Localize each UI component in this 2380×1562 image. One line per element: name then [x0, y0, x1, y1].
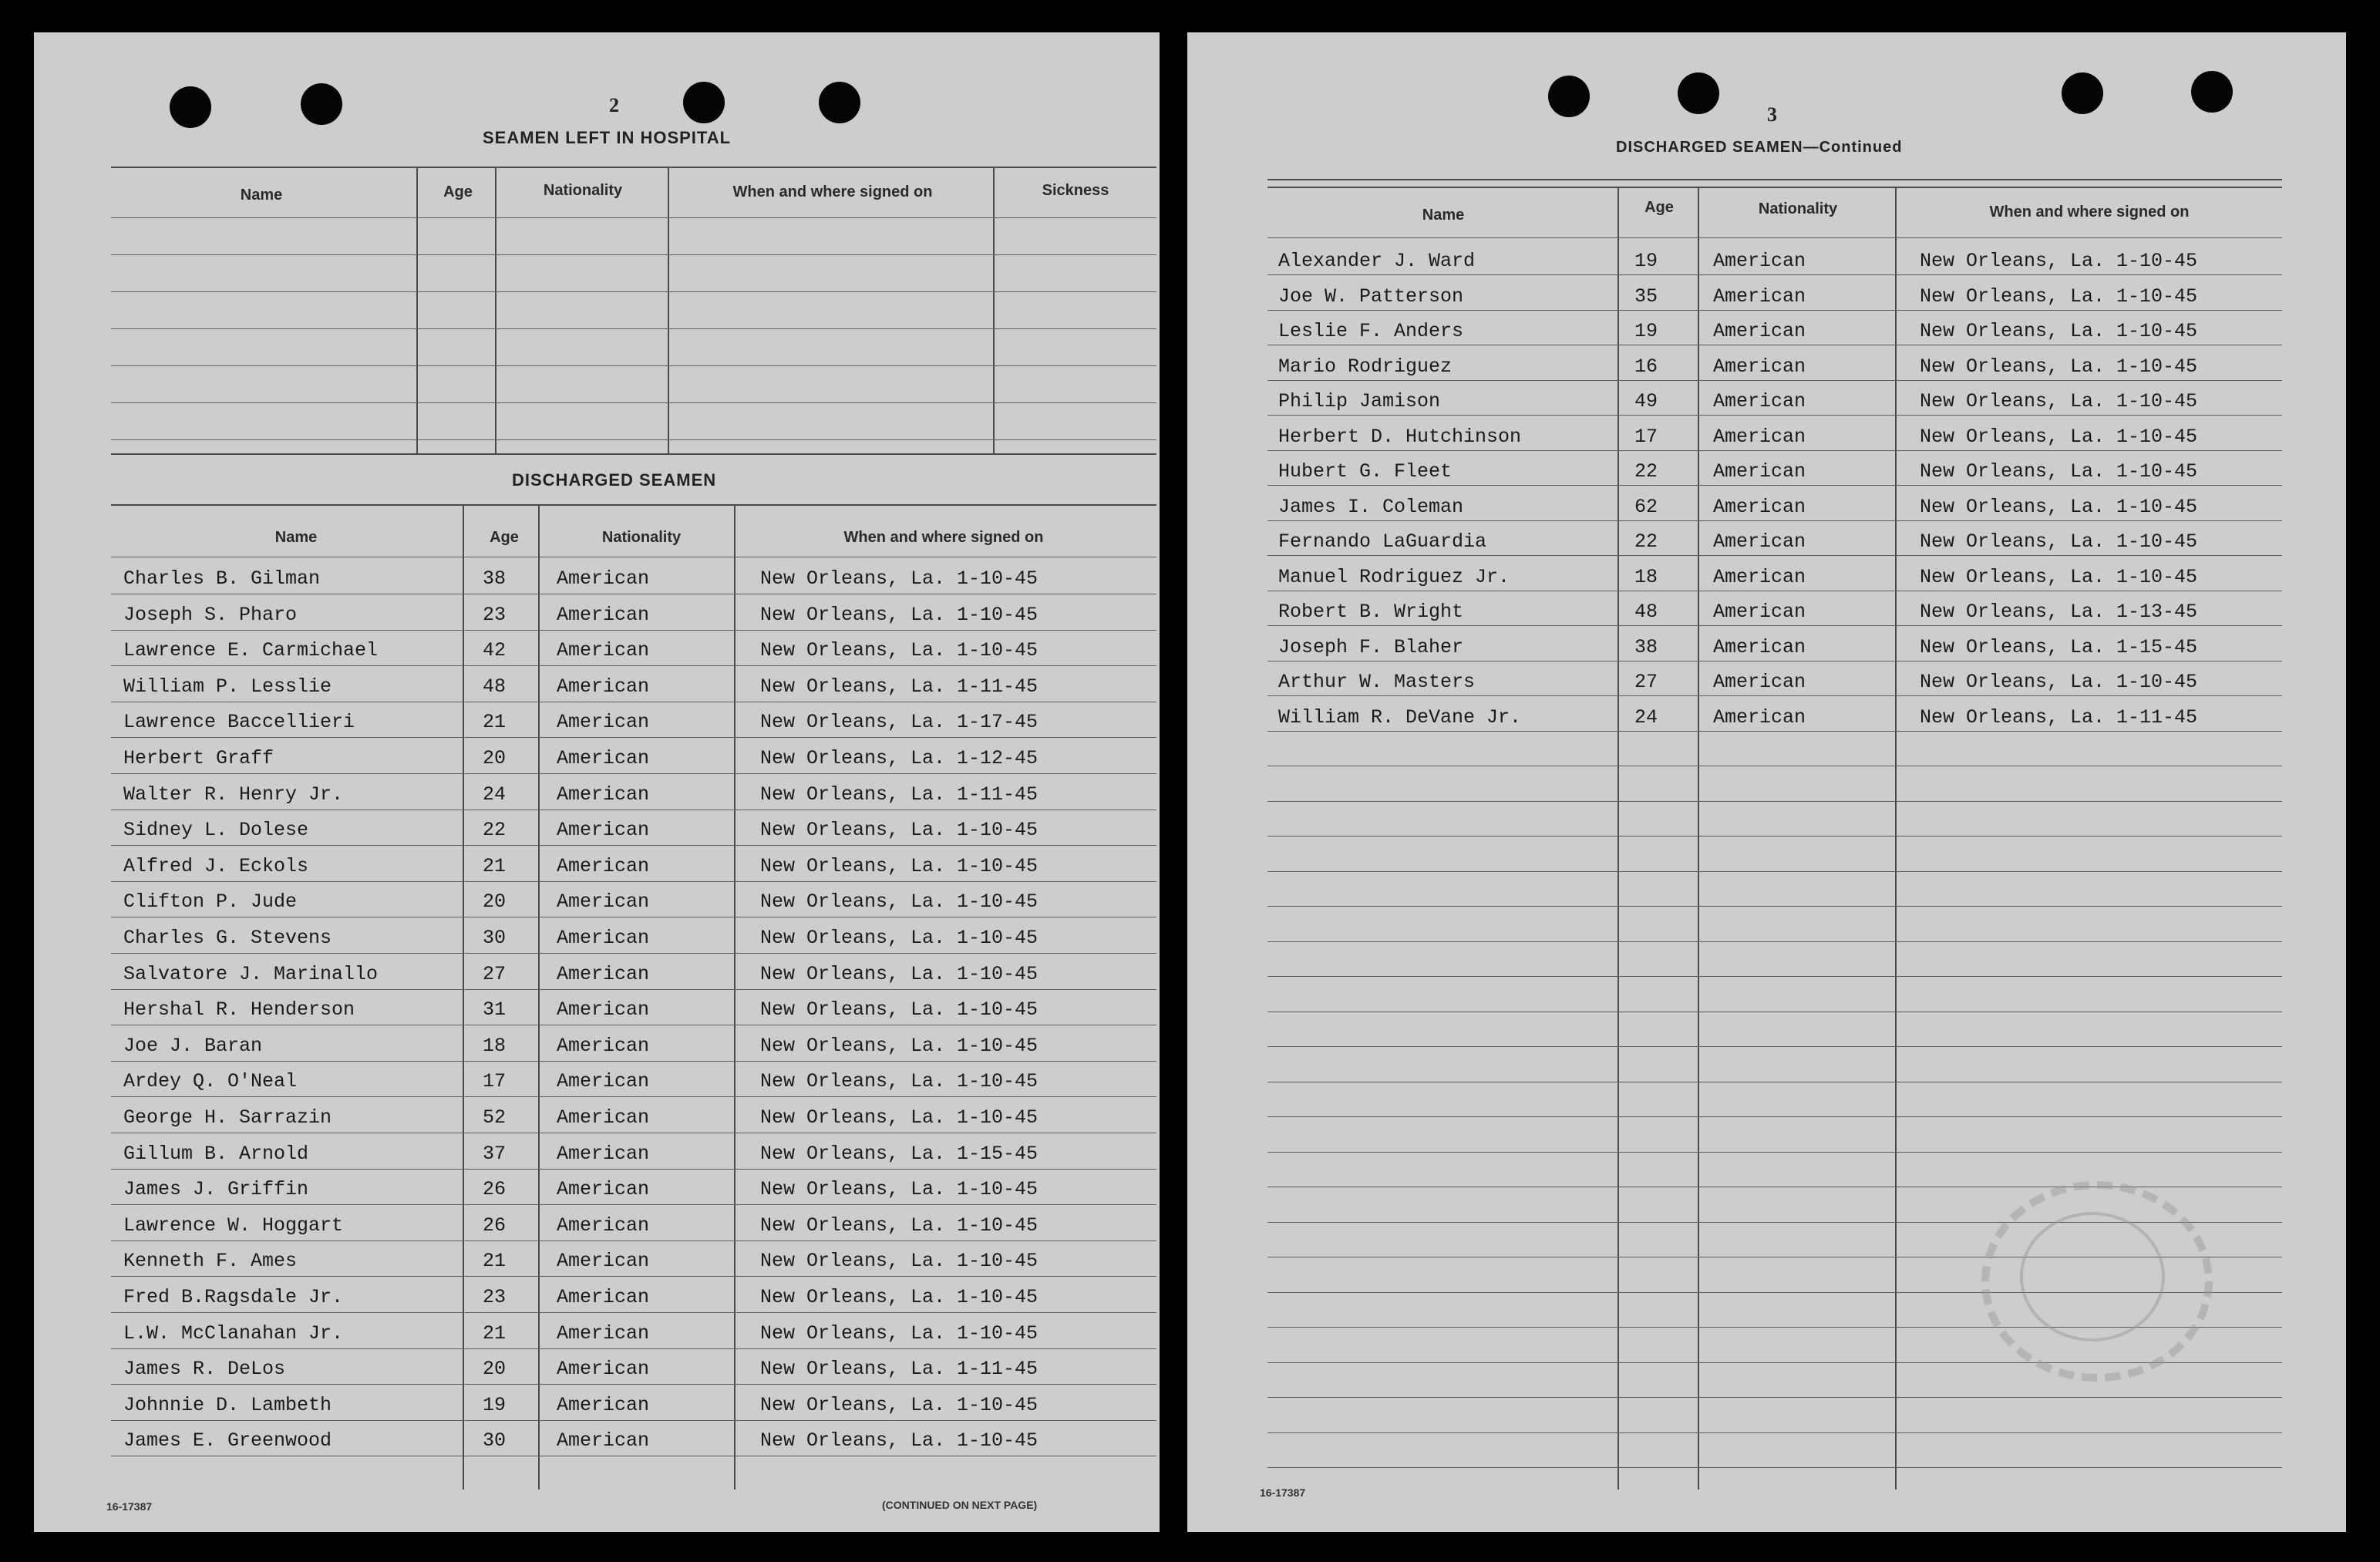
- row-rule: [1267, 906, 2282, 907]
- row-rule: [1267, 1116, 2282, 1117]
- name-cell: William R. DeVane Jr.: [1278, 706, 1522, 729]
- name-cell: Robert B. Wright: [1278, 601, 1464, 623]
- nationality-cell: American: [1713, 530, 1806, 553]
- nationality-cell: American: [557, 747, 650, 769]
- name-cell: Herbert Graff: [123, 747, 274, 769]
- signed-on-cell: New Orleans, La. 1-11-45: [760, 675, 1039, 698]
- age-cell: 30: [483, 1429, 507, 1452]
- row-rule: [111, 1204, 1156, 1205]
- col-divider: [668, 168, 669, 453]
- nationality-cell: American: [1713, 671, 1806, 693]
- name-cell: George H. Sarrazin: [123, 1106, 332, 1129]
- col-divider: [416, 168, 418, 453]
- nationality-cell: American: [557, 1429, 650, 1452]
- name-cell: Joseph S. Pharo: [123, 604, 298, 626]
- row-rule: [1267, 941, 2282, 942]
- blank-row-rule: [111, 254, 1156, 255]
- nationality-cell: American: [557, 1322, 650, 1345]
- signed-on-cell: New Orleans, La. 1-10-45: [760, 819, 1039, 841]
- nationality-cell: American: [1713, 496, 1806, 518]
- nationality-cell: American: [1713, 390, 1806, 412]
- blank-row-rule: [111, 402, 1156, 403]
- nationality-cell: American: [557, 1358, 650, 1380]
- age-cell: 21: [483, 855, 507, 877]
- signed-on-cell: New Orleans, La. 1-13-45: [1920, 601, 2198, 623]
- name-cell: Kenneth F. Ames: [123, 1250, 298, 1272]
- signed-on-cell: New Orleans, La. 1-15-45: [760, 1143, 1039, 1165]
- name-cell: Charles G. Stevens: [123, 927, 332, 949]
- row-rule: [111, 1276, 1156, 1277]
- signed-on-cell: New Orleans, La. 1-11-45: [1920, 706, 2198, 729]
- name-cell: James E. Greenwood: [123, 1429, 332, 1452]
- name-cell: Mario Rodriguez: [1278, 355, 1453, 378]
- row-rule: [1267, 625, 2282, 626]
- signed-on-cell: New Orleans, La. 1-10-45: [760, 1322, 1039, 1345]
- age-cell: 48: [1634, 601, 1658, 623]
- signed-on-cell: New Orleans, La. 1-10-45: [1920, 355, 2198, 378]
- signed-on-cell: New Orleans, La. 1-10-45: [760, 1250, 1039, 1272]
- signed-on-cell: New Orleans, La. 1-10-45: [760, 963, 1039, 985]
- row-rule: [1267, 310, 2282, 311]
- left-page: [34, 32, 1160, 1532]
- page-number: 2: [609, 94, 619, 116]
- nationality-cell: American: [557, 1070, 650, 1092]
- signed-on-cell: New Orleans, La. 1-10-45: [1920, 320, 2198, 342]
- signed-on-cell: New Orleans, La. 1-10-45: [1920, 250, 2198, 272]
- col-divider: [463, 506, 464, 1490]
- row-rule: [1267, 1046, 2282, 1047]
- col-divider: [495, 168, 497, 453]
- name-cell: Herbert D. Hutchinson: [1278, 426, 1522, 448]
- signed-on-cell: New Orleans, La. 1-10-45: [760, 998, 1039, 1021]
- punch-hole: [2062, 72, 2103, 114]
- blank-row-rule: [111, 439, 1156, 440]
- row-rule: [1267, 1152, 2282, 1153]
- name-cell: Lawrence Baccellieri: [123, 711, 355, 733]
- name-cell: Lawrence E. Carmichael: [123, 639, 379, 661]
- signed-on-cell: New Orleans, La. 1-10-45: [760, 1286, 1039, 1308]
- col-header-age: Age: [1644, 199, 1674, 216]
- blank-row-rule: [111, 365, 1156, 366]
- nationality-cell: American: [557, 819, 650, 841]
- nationality-cell: American: [557, 639, 650, 661]
- age-cell: 18: [1634, 566, 1658, 588]
- row-rule: [1267, 1432, 2282, 1433]
- nationality-cell: American: [557, 927, 650, 949]
- age-cell: 27: [483, 963, 507, 985]
- official-stamp-inner: [2020, 1212, 2165, 1342]
- signed-on-cell: New Orleans, La. 1-10-45: [760, 1070, 1039, 1092]
- name-cell: Salvatore J. Marinallo: [123, 963, 379, 985]
- signed-on-cell: New Orleans, La. 1-10-45: [760, 1178, 1039, 1200]
- punch-hole: [819, 82, 860, 123]
- row-rule: [1267, 1397, 2282, 1398]
- name-cell: James J. Griffin: [123, 1178, 309, 1200]
- nationality-cell: American: [557, 711, 650, 733]
- table-rule: [111, 167, 1156, 168]
- signed-on-cell: New Orleans, La. 1-10-45: [1920, 285, 2198, 308]
- age-cell: 52: [483, 1106, 507, 1129]
- col-divider: [1698, 188, 1699, 1490]
- nationality-cell: American: [557, 1394, 650, 1416]
- discharged-title: DISCHARGED SEAMEN: [512, 470, 717, 490]
- table-rule: [1267, 187, 2282, 188]
- name-cell: Walter R. Henry Jr.: [123, 783, 344, 806]
- nationality-cell: American: [557, 783, 650, 806]
- col-divider: [538, 506, 540, 1490]
- age-cell: 22: [483, 819, 507, 841]
- punch-hole: [301, 83, 342, 125]
- name-cell: Johnnie D. Lambeth: [123, 1394, 332, 1416]
- col-header-age: Age: [443, 183, 473, 200]
- blank-row-rule: [111, 328, 1156, 329]
- signed-on-cell: New Orleans, La. 1-17-45: [760, 711, 1039, 733]
- name-cell: Joseph F. Blaher: [1278, 636, 1464, 658]
- age-cell: 18: [483, 1035, 507, 1057]
- age-cell: 24: [1634, 706, 1658, 729]
- blank-row-rule: [111, 217, 1156, 218]
- name-cell: Fred B.Ragsdale Jr.: [123, 1286, 344, 1308]
- table-rule: [111, 504, 1156, 506]
- age-cell: 20: [483, 890, 507, 913]
- signed-on-cell: New Orleans, La. 1-10-45: [1920, 390, 2198, 412]
- row-rule: [1267, 555, 2282, 556]
- nationality-cell: American: [557, 1286, 650, 1308]
- blank-row-rule: [111, 291, 1156, 292]
- name-cell: Alexander J. Ward: [1278, 250, 1476, 272]
- signed-on-cell: New Orleans, La. 1-10-45: [760, 1106, 1039, 1129]
- name-cell: Alfred J. Eckols: [123, 855, 309, 877]
- signed-on-cell: New Orleans, La. 1-10-45: [760, 927, 1039, 949]
- nationality-cell: American: [1713, 426, 1806, 448]
- row-rule: [111, 845, 1156, 846]
- col-divider: [734, 506, 736, 1490]
- nationality-cell: American: [1713, 636, 1806, 658]
- name-cell: Lawrence W. Hoggart: [123, 1214, 344, 1237]
- age-cell: 26: [483, 1178, 507, 1200]
- signed-on-cell: New Orleans, La. 1-10-45: [760, 1035, 1039, 1057]
- row-rule: [111, 1312, 1156, 1313]
- age-cell: 20: [483, 747, 507, 769]
- col-header-nationality: Nationality: [1758, 200, 1838, 217]
- row-rule: [111, 881, 1156, 882]
- nationality-cell: American: [557, 1143, 650, 1165]
- row-rule: [1267, 731, 2282, 732]
- age-cell: 26: [483, 1214, 507, 1237]
- name-cell: James I. Coleman: [1278, 496, 1464, 518]
- age-cell: 17: [483, 1070, 507, 1092]
- name-cell: Philip Jamison: [1278, 390, 1441, 412]
- nationality-cell: American: [1713, 706, 1806, 729]
- name-cell: Ardey Q. O'Neal: [123, 1070, 298, 1092]
- signed-on-cell: New Orleans, La. 1-10-45: [1920, 460, 2198, 483]
- name-cell: Hershal R. Henderson: [123, 998, 355, 1021]
- age-cell: 23: [483, 1286, 507, 1308]
- nationality-cell: American: [1713, 601, 1806, 623]
- name-cell: James R. DeLos: [123, 1358, 286, 1380]
- punch-hole: [683, 82, 725, 123]
- row-rule: [1267, 485, 2282, 486]
- col-header-signed: When and where signed on: [843, 529, 1044, 546]
- header-rule: [1267, 237, 2282, 238]
- nationality-cell: American: [1713, 250, 1806, 272]
- signed-on-cell: New Orleans, La. 1-10-45: [760, 604, 1039, 626]
- col-header-name: Name: [274, 529, 318, 546]
- nationality-cell: American: [557, 998, 650, 1021]
- nationality-cell: American: [557, 890, 650, 913]
- age-cell: 17: [1634, 426, 1658, 448]
- row-rule: [111, 989, 1156, 990]
- punch-hole: [170, 86, 211, 128]
- row-rule: [111, 1096, 1156, 1097]
- nationality-cell: American: [1713, 355, 1806, 378]
- continued-note: (CONTINUED ON NEXT PAGE): [882, 1499, 1038, 1511]
- row-rule: [111, 630, 1156, 631]
- age-cell: 42: [483, 639, 507, 661]
- age-cell: 37: [483, 1143, 507, 1165]
- age-cell: 20: [483, 1358, 507, 1380]
- age-cell: 49: [1634, 390, 1658, 412]
- age-cell: 22: [1634, 460, 1658, 483]
- col-header-signed: When and where signed on: [1989, 204, 2190, 220]
- age-cell: 21: [483, 711, 507, 733]
- age-cell: 19: [483, 1394, 507, 1416]
- signed-on-cell: New Orleans, La. 1-10-45: [1920, 530, 2198, 553]
- row-rule: [1267, 274, 2282, 275]
- nationality-cell: American: [557, 567, 650, 590]
- age-cell: 16: [1634, 355, 1658, 378]
- nationality-cell: American: [557, 963, 650, 985]
- row-rule: [1267, 450, 2282, 451]
- row-rule: [111, 737, 1156, 738]
- row-rule: [111, 1061, 1156, 1062]
- row-rule: [1267, 1467, 2282, 1468]
- name-cell: William P. Lesslie: [123, 675, 332, 698]
- nationality-cell: American: [557, 855, 650, 877]
- age-cell: 27: [1634, 671, 1658, 693]
- nationality-cell: American: [557, 1250, 650, 1272]
- age-cell: 38: [1634, 636, 1658, 658]
- row-rule: [1267, 520, 2282, 521]
- name-cell: Joe W. Patterson: [1278, 285, 1464, 308]
- row-rule: [1267, 976, 2282, 977]
- row-rule: [1267, 871, 2282, 872]
- signed-on-cell: New Orleans, La. 1-12-45: [760, 747, 1039, 769]
- row-rule: [111, 953, 1156, 954]
- row-rule: [111, 1169, 1156, 1170]
- nationality-cell: American: [557, 1035, 650, 1057]
- punch-hole: [1548, 76, 1590, 117]
- name-cell: Sidney L. Dolese: [123, 819, 309, 841]
- nationality-cell: American: [557, 1178, 650, 1200]
- name-cell: Manuel Rodriguez Jr.: [1278, 566, 1510, 588]
- name-cell: Fernando LaGuardia: [1278, 530, 1487, 553]
- name-cell: Gillum B. Arnold: [123, 1143, 309, 1165]
- punch-hole: [2191, 71, 2233, 113]
- signed-on-cell: New Orleans, La. 1-10-45: [760, 567, 1039, 590]
- age-cell: 19: [1634, 320, 1658, 342]
- col-divider: [1895, 188, 1897, 1490]
- age-cell: 62: [1634, 496, 1658, 518]
- signed-on-cell: New Orleans, La. 1-10-45: [760, 890, 1039, 913]
- row-rule: [1267, 801, 2282, 802]
- signed-on-cell: New Orleans, La. 1-10-45: [760, 1394, 1039, 1416]
- col-header-age: Age: [490, 529, 519, 546]
- age-cell: 21: [483, 1250, 507, 1272]
- col-header-signed: When and where signed on: [732, 183, 933, 200]
- col-header-nationality: Nationality: [543, 182, 623, 199]
- hospital-title: SEAMEN LEFT IN HOSPITAL: [483, 128, 732, 147]
- age-cell: 21: [483, 1322, 507, 1345]
- row-rule: [1267, 415, 2282, 416]
- col-header-sickness: Sickness: [1042, 182, 1109, 199]
- col-header-name: Name: [1422, 207, 1465, 224]
- signed-on-cell: New Orleans, La. 1-11-45: [760, 783, 1039, 806]
- nationality-cell: American: [557, 1214, 650, 1237]
- name-cell: Hubert G. Fleet: [1278, 460, 1453, 483]
- signed-on-cell: New Orleans, La. 1-10-45: [1920, 496, 2198, 518]
- signed-on-cell: New Orleans, La. 1-10-45: [760, 639, 1039, 661]
- age-cell: 48: [483, 675, 507, 698]
- table-rule: [1267, 179, 2282, 180]
- row-rule: [1267, 836, 2282, 837]
- col-header-name: Name: [240, 187, 283, 204]
- right-page: [1187, 32, 2346, 1532]
- nationality-cell: American: [557, 1106, 650, 1129]
- nationality-cell: American: [1713, 566, 1806, 588]
- nationality-cell: American: [1713, 460, 1806, 483]
- age-cell: 23: [483, 604, 507, 626]
- discharged-continued-title: DISCHARGED SEAMEN—Continued: [1616, 139, 1903, 156]
- name-cell: Arthur W. Masters: [1278, 671, 1476, 693]
- nationality-cell: American: [557, 675, 650, 698]
- signed-on-cell: New Orleans, La. 1-10-45: [1920, 566, 2198, 588]
- row-rule: [111, 1384, 1156, 1385]
- row-rule: [111, 665, 1156, 666]
- name-cell: Leslie F. Anders: [1278, 320, 1464, 342]
- col-header-nationality: Nationality: [601, 529, 682, 546]
- signed-on-cell: New Orleans, La. 1-10-45: [760, 1429, 1039, 1452]
- name-cell: Joe J. Baran: [123, 1035, 263, 1057]
- row-rule: [111, 1420, 1156, 1421]
- signed-on-cell: New Orleans, La. 1-10-45: [1920, 426, 2198, 448]
- row-rule: [1267, 695, 2282, 696]
- nationality-cell: American: [557, 604, 650, 626]
- table-rule: [111, 453, 1156, 455]
- row-rule: [1267, 380, 2282, 381]
- age-cell: 38: [483, 567, 507, 590]
- form-number: 16-17387: [1260, 1486, 1306, 1499]
- signed-on-cell: New Orleans, La. 1-11-45: [760, 1358, 1039, 1380]
- nationality-cell: American: [1713, 320, 1806, 342]
- row-rule: [111, 1348, 1156, 1349]
- age-cell: 24: [483, 783, 507, 806]
- age-cell: 31: [483, 998, 507, 1021]
- col-divider: [1618, 188, 1619, 1490]
- punch-hole: [1678, 72, 1719, 114]
- name-cell: L.W. McClanahan Jr.: [123, 1322, 344, 1345]
- signed-on-cell: New Orleans, La. 1-10-45: [760, 855, 1039, 877]
- form-number: 16-17387: [106, 1500, 153, 1513]
- signed-on-cell: New Orleans, La. 1-15-45: [1920, 636, 2198, 658]
- row-rule: [111, 773, 1156, 774]
- age-cell: 35: [1634, 285, 1658, 308]
- signed-on-cell: New Orleans, La. 1-10-45: [1920, 671, 2198, 693]
- signed-on-cell: New Orleans, La. 1-10-45: [760, 1214, 1039, 1237]
- age-cell: 30: [483, 927, 507, 949]
- age-cell: 19: [1634, 250, 1658, 272]
- age-cell: 22: [1634, 530, 1658, 553]
- col-divider: [993, 168, 995, 453]
- page-number: 3: [1767, 103, 1777, 126]
- name-cell: Clifton P. Jude: [123, 890, 298, 913]
- nationality-cell: American: [1713, 285, 1806, 308]
- name-cell: Charles B. Gilman: [123, 567, 321, 590]
